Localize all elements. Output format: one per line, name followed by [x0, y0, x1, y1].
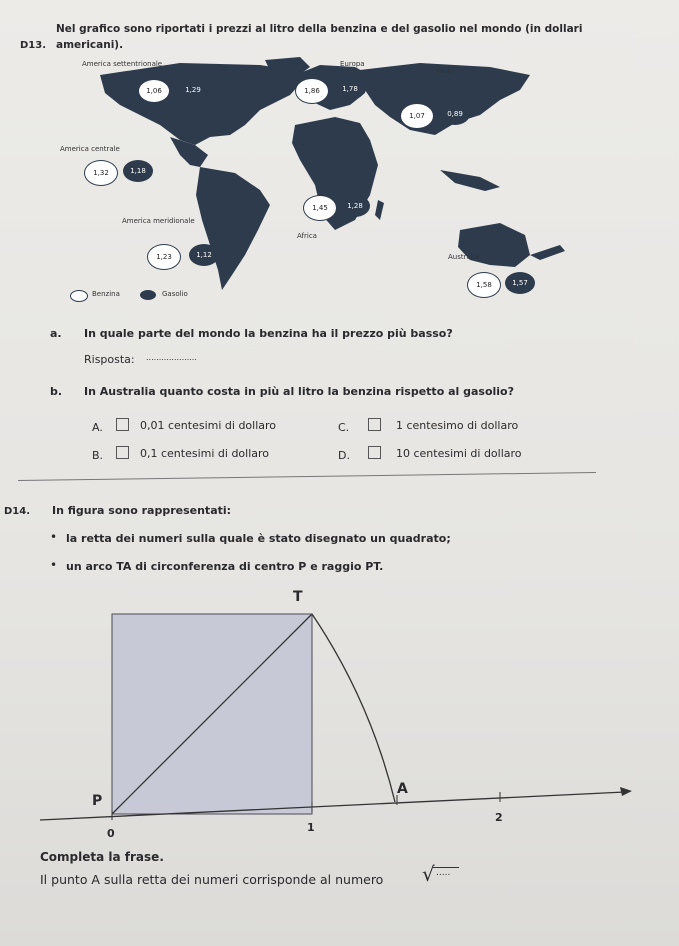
question-number-d13: D13.: [20, 40, 47, 51]
label-south-america: America meridionale: [122, 217, 195, 225]
legend-benzina-label: Benzina: [92, 290, 120, 298]
option-a-text: 0,01 centesimi di dollaro: [140, 419, 277, 432]
option-d-letter: D.: [338, 449, 350, 462]
bubble-north-america-benzina: 1,06: [138, 79, 170, 103]
tick-0-label: 0: [107, 827, 115, 840]
point-p-label: P: [92, 793, 103, 809]
d14-intro: In figura sono rappresentati:: [52, 504, 232, 517]
bubble-central-america-benzina: 1,32: [84, 160, 118, 186]
option-b-text: 0,1 centesimi di dollaro: [140, 447, 270, 460]
option-d-checkbox[interactable]: [368, 446, 381, 459]
complete-label: Completa la frase.: [40, 850, 164, 864]
d13-a-question: In quale parte del mondo la benzina ha il prezzo più basso?: [84, 327, 453, 340]
label-europe: Europa: [340, 60, 365, 68]
bubble-australia-benzina: 1,58: [467, 272, 501, 298]
d14-bullet-1: la retta dei numeri sulla quale è stato disegnato un quadrato;: [66, 532, 451, 545]
option-a-checkbox[interactable]: [116, 418, 129, 431]
option-d-text: 10 centesimi di dollaro: [396, 447, 522, 460]
label-asia: Asia: [436, 67, 451, 75]
bubble-south-america-gasolio: 1,12: [189, 244, 219, 266]
bullet-1-marker: •: [50, 530, 58, 544]
bubble-europe-benzina: 1,86: [295, 78, 329, 104]
label-australia: Australia: [448, 253, 479, 261]
bubble-europe-gasolio: 1,78: [335, 78, 365, 100]
d13-a-letter: a.: [50, 327, 62, 340]
point-t-label: T: [293, 589, 303, 605]
number-line-figure: [40, 580, 640, 850]
question-number-d14: D14.: [4, 506, 31, 517]
bullet-2-marker: •: [50, 558, 58, 572]
d13-intro-line2: americani).: [56, 39, 124, 51]
tick-1-label: 1: [307, 821, 315, 834]
bubble-asia-gasolio: 0,89: [440, 103, 470, 125]
bubble-north-america-gasolio: 1,29: [178, 79, 208, 101]
d13-b-letter: b.: [50, 385, 63, 398]
tick-2-label: 2: [495, 811, 503, 824]
section-divider: [18, 472, 596, 481]
label-north-america: America settentrionale: [82, 60, 163, 68]
d13-intro-line1: Nel grafico sono riportati i prezzi al litro della benzina e del gasolio nel mondo (in dollari: [56, 23, 583, 35]
arc-ta: [312, 614, 395, 802]
label-africa: Africa: [297, 232, 317, 240]
bubble-central-america-gasolio: 1,18: [123, 160, 153, 182]
sqrt-symbol: √: [422, 862, 435, 886]
bubble-australia-gasolio: 1,57: [505, 272, 535, 294]
sqrt-answer-blank[interactable]: .....: [436, 868, 451, 878]
option-b-letter: B.: [92, 449, 104, 462]
bubble-africa-benzina: 1,45: [303, 195, 337, 221]
option-b-checkbox[interactable]: [116, 446, 129, 459]
bubble-south-america-benzina: 1,23: [147, 244, 181, 270]
bubble-asia-benzina: 1,07: [400, 103, 434, 129]
d13-a-answer-blank[interactable]: ....................: [146, 353, 197, 362]
point-a-label: A: [397, 781, 408, 797]
option-c-letter: C.: [338, 421, 350, 434]
option-a-letter: A.: [92, 421, 103, 434]
option-c-checkbox[interactable]: [368, 418, 381, 431]
d14-bullet-2: un arco TA di circonferenza di centro P e raggio PT.: [66, 560, 384, 573]
d14-sentence: Il punto A sulla retta dei numeri corrisponde al numero: [40, 872, 384, 887]
legend-gasolio-label: Gasolio: [162, 290, 188, 298]
d13-a-answer-label: Risposta:: [84, 353, 135, 366]
d13-b-question: In Australia quanto costa in più al litro la benzina rispetto al gasolio?: [84, 385, 514, 398]
legend-gasolio-swatch: [140, 290, 156, 300]
option-c-text: 1 centesimo di dollaro: [396, 419, 519, 432]
label-central-america: America centrale: [60, 145, 120, 153]
legend-benzina-swatch: [70, 290, 88, 302]
number-line-arrow: [620, 787, 632, 796]
bubble-africa-gasolio: 1,28: [340, 195, 370, 217]
